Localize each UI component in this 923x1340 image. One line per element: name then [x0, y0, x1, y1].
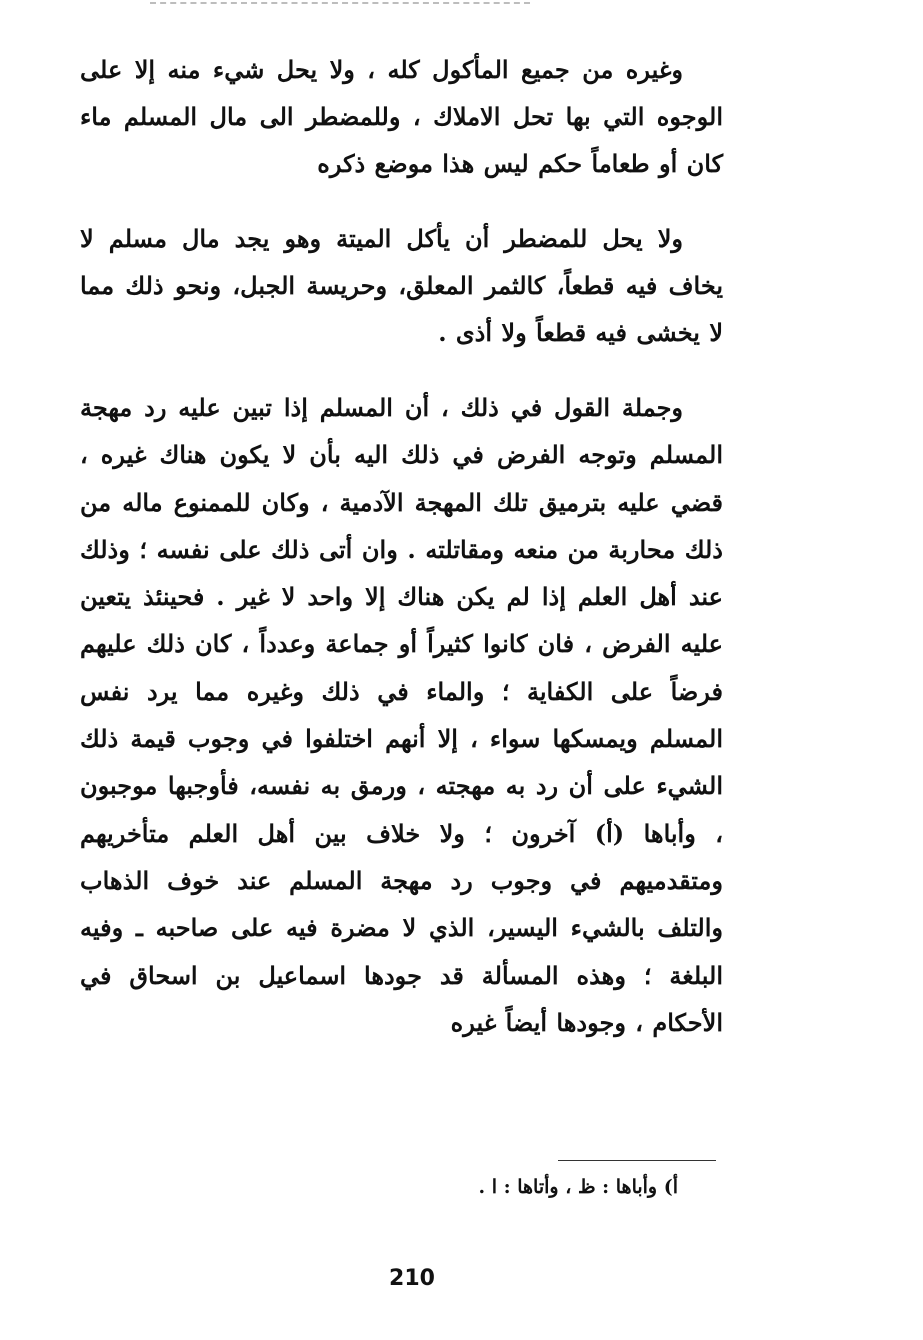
- footnote: أ) وأباها : ظ ، وأتاها : ا .: [478, 1176, 678, 1198]
- page-body: [80, 46, 723, 1074]
- footnote-divider: [558, 1160, 716, 1161]
- paragraph: ولا يحل للمضطر أن يأكل الميتة وهو يجد مال مسلم لا يخاف فيه قطعاً، كالثمر المعلق، وحريسة الجبل، ونحو ذلك مما لا يخشى فيه قطعاً ولا أذى .: [80, 224, 723, 347]
- page-top-edge-marks: [150, 2, 530, 10]
- paragraph: وجملة القول في ذلك ، أن المسلم إذا تبين عليه رد مهجة المسلم وتوجه الفرض في ذلك اليه بأن لا يكون هناك غيره ، قضي عليه بترميق تلك المهجة الآدمية ، وكان للممنوع ماله من ذلك محاربة من منعه ومقاتلته . وان أتى ذلك على نفسه ؛ وذلك عند أهل العلم إذا لم يكن هناك إلا واحد لا غير . فحينئذ يتعين عليه الفرض ، فان كانوا كثيراً أو جماعة وعدداً ، كان ذلك عليهم فرضاً على الكفاية ؛ والماء في ذلك وغيره مما يرد نفس المسلم ويمسكها سواء ، إلا أنهم اختلفوا في وجوب قيمة ذلك الشيء على أن رد به مهجته ، ورمق به نفسه، فأوجبها موجبون ، وأباها (أ) آخرون ؛ ولا خلاف بين أهل العلم متأخريهم ومتقدميهم في وجوب رد مهجة المسلم عند خوف الذهاب والتلف بالشيء اليسير، الذي لا مضرة فيه على صاحبه ـ وفيه البلغة ؛ وهذه المسألة قد جودها اسماعيل بن اسحاق في الأحكام ، وجودها أيضاً غيره: [80, 393, 724, 1037]
- page-number: 210: [389, 1266, 435, 1291]
- paragraph: وغيره من جميع المأكول كله ، ولا يحل شيء منه إلا على الوجوه التي بها تحل الاملاك ، وللمضطر الى مال المسلم ماء كان أو طعاماً حكم ليس هذا موضع ذكره: [80, 55, 723, 178]
